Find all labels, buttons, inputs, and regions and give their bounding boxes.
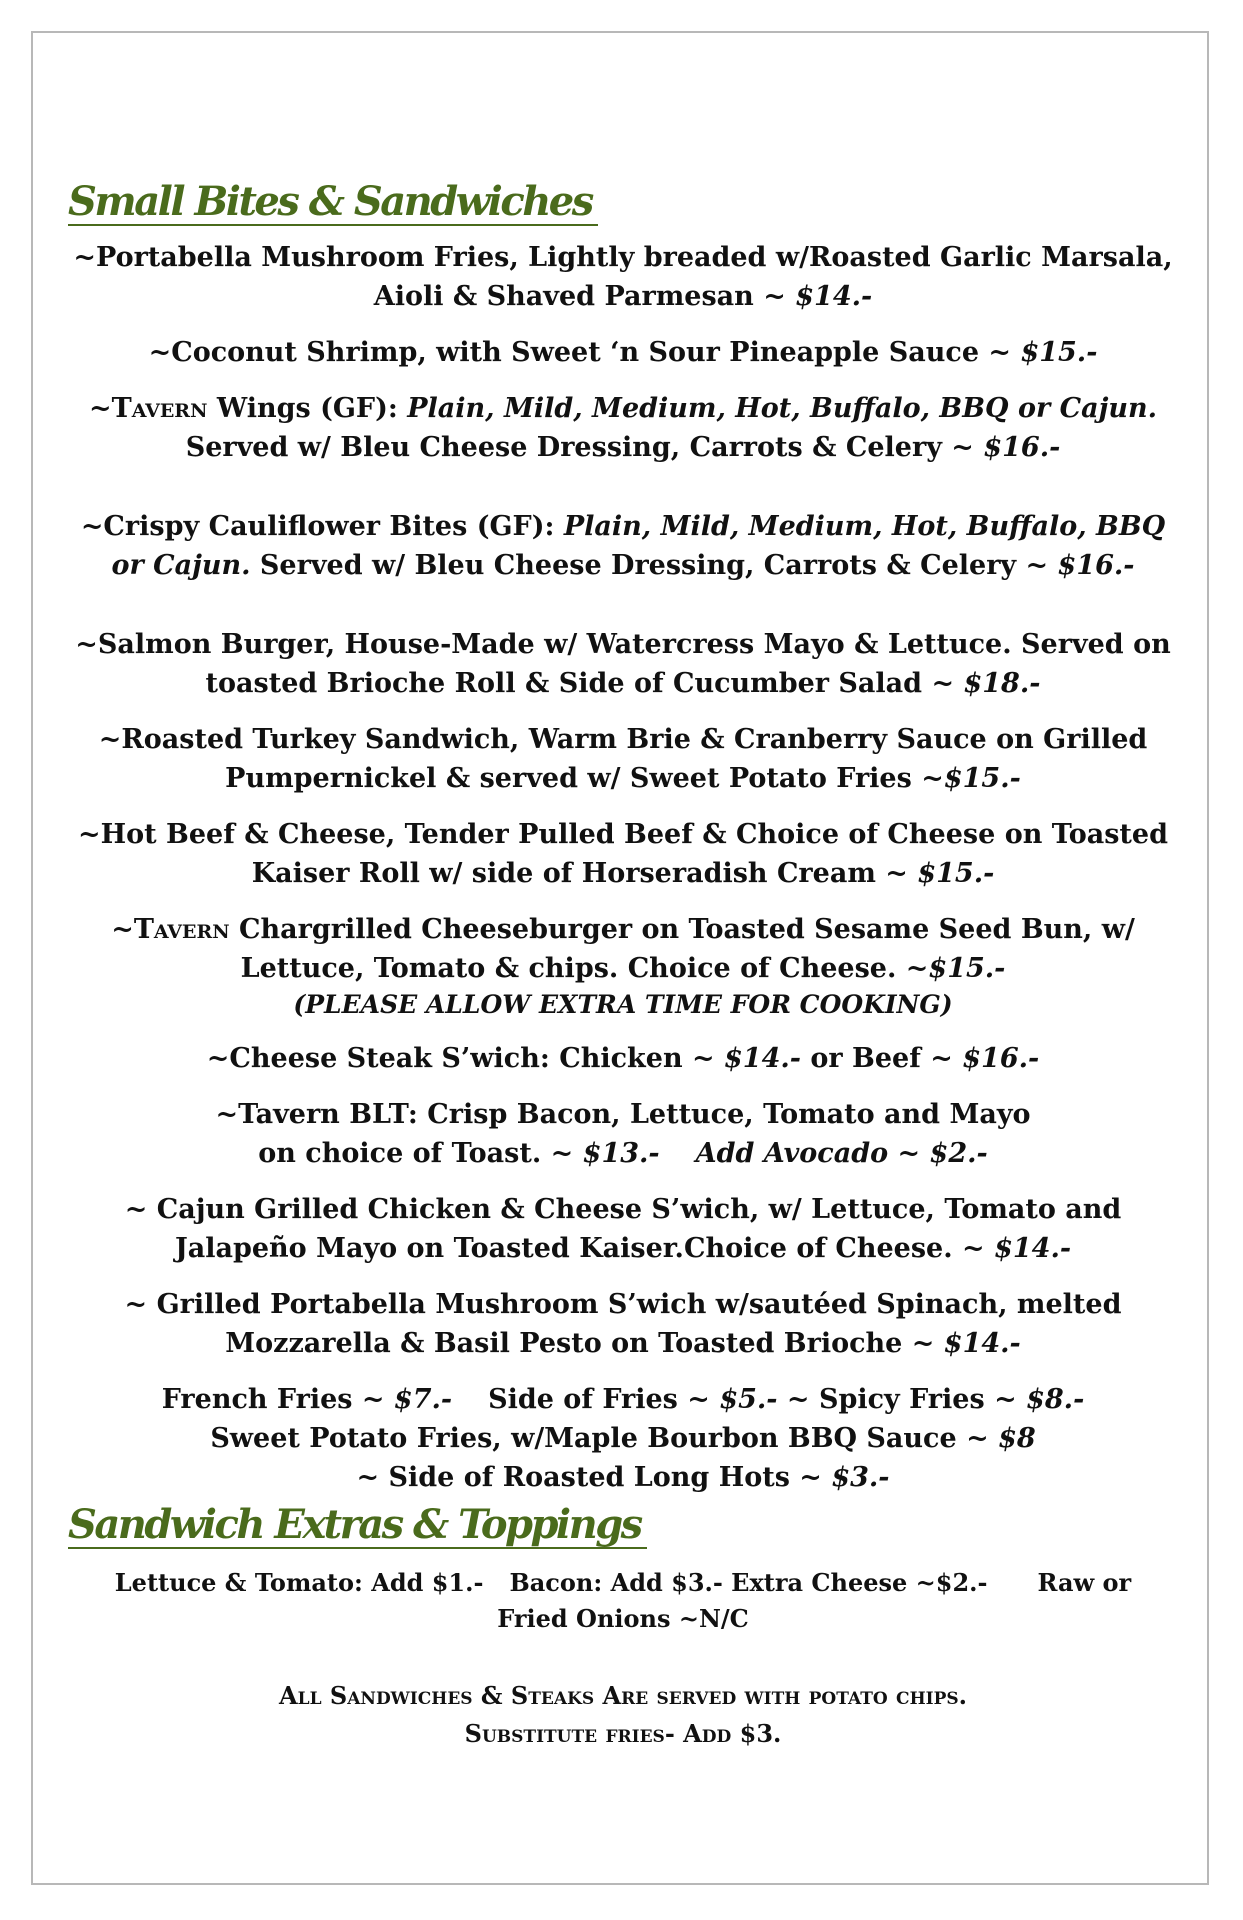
menu-item: ~ Cajun Grilled Chicken & Cheese S’wich, w/ Lettuce, Tomato and Jalapeño Mayo on Toasted Kaiser.Choice of Cheese. ~ $14.-: [124, 1194, 1122, 1264]
menu-item: ~ Grilled Portabella Mushroom S’wich w/sautéed Spinach, melted Mozzarella & Basil Pesto on Toasted Brioche ~ $14.-: [124, 1289, 1122, 1359]
menu-items: [58, 238, 1188, 1497]
price: $15.-: [917, 858, 995, 889]
price: $15.-: [943, 763, 1021, 794]
price: $18.-: [963, 668, 1041, 699]
menu-item: ~Coconut Shrimp, with Sweet ‘n Sour Pineapple Sauce ~ $15.-: [148, 337, 1098, 368]
menu-item: ~Tavern Chargrilled Cheeseburger on Toasted Sesame Seed Bun, w/ Lettuce, Tomato & chips. Choice of Cheese. ~$15.- (PLEASE ALLOW EXTRA TIME FOR COOKING): [58, 910, 1188, 1022]
add-on: Add Avocado ~ $2.-: [695, 1138, 988, 1169]
price: $3.-: [831, 1462, 890, 1493]
section-title-small-bites: Small Bites & Sandwiches: [68, 180, 598, 226]
price: $5.-: [719, 1384, 778, 1415]
menu-item: ~Tavern BLT: Crisp Bacon, Lettuce, Tomato and Mayo on choice of Toast. ~ $13.- Add Avocado ~ $2.-: [215, 1099, 1031, 1169]
price: $8.-: [1026, 1384, 1085, 1415]
price: $16.-: [962, 1043, 1040, 1074]
price: $14.-: [724, 1043, 801, 1074]
menu-page: [58, 180, 1188, 1753]
menu-item: ~Hot Beef & Cheese, Tender Pulled Beef & Choice of Cheese on Toasted Kaiser Roll w/ side of Horseradish Cream ~ $15.-: [78, 819, 1168, 889]
menu-item: ~Salmon Burger, House-Made w/ Watercress Mayo & Lettuce. Served on toasted Brioche Roll & Side of Cucumber Salad ~ $18.-: [75, 629, 1171, 699]
price: $16.-: [1057, 550, 1135, 581]
cooking-note: (PLEASE ALLOW EXTRA TIME FOR COOKING): [293, 990, 953, 1019]
menu-item: ~Cheese Steak S’wich: Chicken ~ $14.- or Beef ~ $16.-: [206, 1043, 1040, 1074]
menu-item: ~Portabella Mushroom Fries, Lightly breaded w/Roasted Garlic Marsala, Aioli & Shaved Parmesan ~ $14.-: [73, 242, 1173, 312]
menu-item: ~Roasted Turkey Sandwich, Warm Brie & Cranberry Sauce on Grilled Pumpernickel & served w/ Sweet Potato Fries ~$15.-: [98, 724, 1148, 794]
price: $14.-: [994, 1233, 1072, 1264]
price: $13.-: [582, 1138, 660, 1169]
price: $15.-: [1020, 337, 1098, 368]
menu-item-fries: French Fries ~ $7.- Side of Fries ~ $5.- ~ Spicy Fries ~ $8.- Sweet Potato Fries, w/Maple Bourbon BBQ Sauce ~ $8 ~ Side of Roasted Long Hots ~ $3.-: [161, 1384, 1085, 1493]
price: $8: [998, 1423, 1036, 1454]
menu-item: ~Tavern Wings (GF): Plain, Mild, Medium, Hot, Buffalo, BBQ or Cajun. Served w/ Bleu Cheese Dressing, Carrots & Celery ~ $16.-: [89, 393, 1157, 463]
price: $14.-: [943, 1328, 1021, 1359]
extras-list: Lettuce & Tomato: Add $1.- Bacon: Add $3.- Extra Cheese ~$2.- Raw or Fried Onions ~N/C: [114, 1568, 1132, 1633]
price: $7.-: [393, 1384, 453, 1415]
footer-note: All Sandwiches & Steaks Are served with potato chips. Substitute fries- Add $3.: [279, 1681, 967, 1748]
section-title-extras: Sandwich Extras & Toppings: [68, 1503, 647, 1549]
menu-item: ~Crispy Cauliflower Bites (GF): Plain, Mild, Medium, Hot, Buffalo, BBQ or Cajun. Served w/ Bleu Cheese Dressing, Carrots & Celery ~ $16.-: [80, 511, 1166, 581]
price: $15.-: [928, 953, 1006, 984]
price: $16.-: [983, 432, 1061, 463]
price: $14.-: [795, 281, 873, 312]
